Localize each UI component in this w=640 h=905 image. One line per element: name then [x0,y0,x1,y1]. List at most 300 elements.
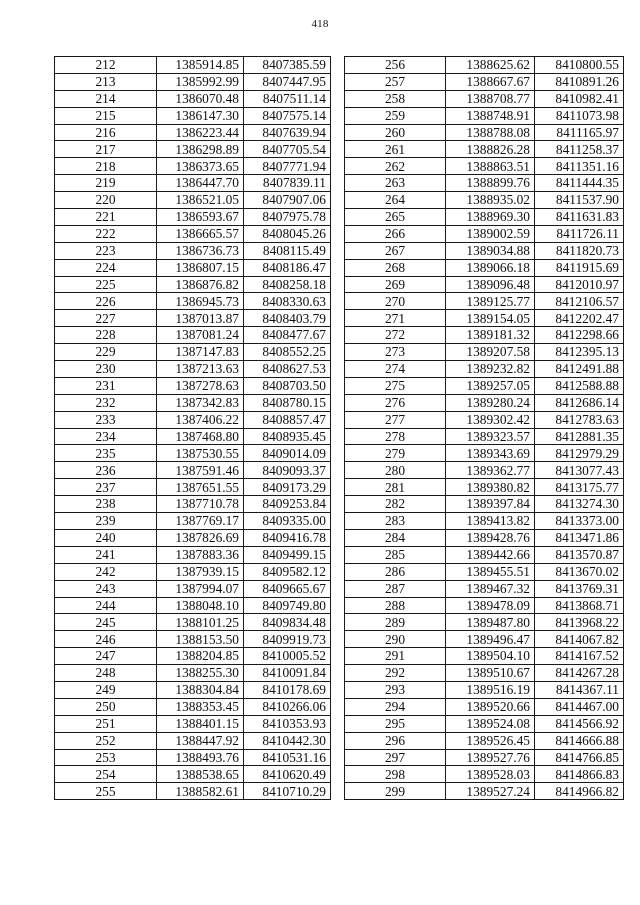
point-number-cell: 230 [55,361,157,378]
table-row [345,293,624,310]
x-coordinate-cell: 1387651.55 [157,479,244,496]
x-coordinate-cell: 1389323.57 [446,428,535,445]
point-number-cell: 215 [55,107,157,124]
point-number-cell: 248 [55,665,157,682]
table-row [55,563,331,580]
table-row [55,327,331,344]
point-number-cell: 264 [345,192,446,209]
point-number-cell: 237 [55,479,157,496]
y-coordinate-cell: 8407511.14 [244,90,331,107]
point-number-cell: 263 [345,175,446,192]
point-number-cell: 256 [345,57,446,74]
table-row [345,411,624,428]
x-coordinate-cell: 1387591.46 [157,462,244,479]
point-number-cell: 212 [55,57,157,74]
y-coordinate-cell: 8410531.16 [244,749,331,766]
x-coordinate-cell: 1387994.07 [157,580,244,597]
table-row [345,259,624,276]
x-coordinate-cell: 1388493.76 [157,749,244,766]
point-number-cell: 276 [345,394,446,411]
coordinate-table-left [54,56,331,800]
x-coordinate-cell: 1388969.30 [446,209,535,226]
table-row [345,766,624,783]
point-number-cell: 228 [55,327,157,344]
table-row [345,175,624,192]
point-number-cell: 244 [55,597,157,614]
y-coordinate-cell: 8409665.67 [244,580,331,597]
x-coordinate-cell: 1388625.62 [446,57,535,74]
point-number-cell: 271 [345,310,446,327]
point-number-cell: 270 [345,293,446,310]
y-coordinate-cell: 8413968.22 [535,614,624,631]
table-row [55,175,331,192]
table-row [55,732,331,749]
point-number-cell: 287 [345,580,446,597]
table-row [55,698,331,715]
point-number-cell: 238 [55,496,157,513]
y-coordinate-cell: 8410800.55 [535,57,624,74]
x-coordinate-cell: 1388826.28 [446,141,535,158]
y-coordinate-cell: 8408935.45 [244,428,331,445]
point-number-cell: 286 [345,563,446,580]
table-row [55,394,331,411]
table-row [345,597,624,614]
point-number-cell: 236 [55,462,157,479]
x-coordinate-cell: 1389280.24 [446,394,535,411]
x-coordinate-cell: 1386373.65 [157,158,244,175]
table-row [345,209,624,226]
y-coordinate-cell: 8410353.93 [244,715,331,732]
point-number-cell: 295 [345,715,446,732]
x-coordinate-cell: 1385914.85 [157,57,244,74]
x-coordinate-cell: 1388935.02 [446,192,535,209]
table-row [55,124,331,141]
point-number-cell: 284 [345,529,446,546]
x-coordinate-cell: 1385992.99 [157,73,244,90]
y-coordinate-cell: 8413471.86 [535,529,624,546]
point-number-cell: 261 [345,141,446,158]
x-coordinate-cell: 1386521.05 [157,192,244,209]
y-coordinate-cell: 8408477.67 [244,327,331,344]
x-coordinate-cell: 1387278.63 [157,377,244,394]
y-coordinate-cell: 8408258.18 [244,276,331,293]
x-coordinate-cell: 1388708.77 [446,90,535,107]
y-coordinate-cell: 8407839.11 [244,175,331,192]
x-coordinate-cell: 1388255.30 [157,665,244,682]
y-coordinate-cell: 8413373.00 [535,513,624,530]
y-coordinate-cell: 8408627.53 [244,361,331,378]
y-coordinate-cell: 8414267.28 [535,665,624,682]
table-row [55,648,331,665]
y-coordinate-cell: 8408115.49 [244,242,331,259]
point-number-cell: 252 [55,732,157,749]
x-coordinate-cell: 1387769.17 [157,513,244,530]
table-row [55,192,331,209]
table-row [345,57,624,74]
x-coordinate-cell: 1388153.50 [157,631,244,648]
x-coordinate-cell: 1389343.69 [446,445,535,462]
point-number-cell: 275 [345,377,446,394]
x-coordinate-cell: 1389442.66 [446,546,535,563]
y-coordinate-cell: 8412298.66 [535,327,624,344]
table-row [55,766,331,783]
table-row [55,209,331,226]
x-coordinate-cell: 1389526.45 [446,732,535,749]
table-row [345,90,624,107]
y-coordinate-cell: 8409919.73 [244,631,331,648]
x-coordinate-cell: 1388048.10 [157,597,244,614]
point-number-cell: 222 [55,225,157,242]
y-coordinate-cell: 8411258.37 [535,141,624,158]
x-coordinate-cell: 1389524.08 [446,715,535,732]
table-row [345,496,624,513]
table-row [55,225,331,242]
point-number-cell: 274 [345,361,446,378]
x-coordinate-cell: 1389413.82 [446,513,535,530]
x-coordinate-cell: 1388538.65 [157,766,244,783]
y-coordinate-cell: 8409093.37 [244,462,331,479]
table-row [345,631,624,648]
table-row [55,276,331,293]
table-row [55,496,331,513]
x-coordinate-cell: 1386876.82 [157,276,244,293]
y-coordinate-cell: 8412881.35 [535,428,624,445]
x-coordinate-cell: 1386147.30 [157,107,244,124]
point-number-cell: 216 [55,124,157,141]
table-row [345,310,624,327]
table-row [55,597,331,614]
x-coordinate-cell: 1388788.08 [446,124,535,141]
x-coordinate-cell: 1388353.45 [157,698,244,715]
x-coordinate-cell: 1389034.88 [446,242,535,259]
point-number-cell: 298 [345,766,446,783]
x-coordinate-cell: 1389504.10 [446,648,535,665]
y-coordinate-cell: 8414866.83 [535,766,624,783]
point-number-cell: 297 [345,749,446,766]
y-coordinate-cell: 8407771.94 [244,158,331,175]
x-coordinate-cell: 1387147.83 [157,344,244,361]
y-coordinate-cell: 8407975.78 [244,209,331,226]
x-coordinate-cell: 1389496.47 [446,631,535,648]
x-coordinate-cell: 1389527.76 [446,749,535,766]
x-coordinate-cell: 1388667.67 [446,73,535,90]
x-coordinate-cell: 1389397.84 [446,496,535,513]
x-coordinate-cell: 1388101.25 [157,614,244,631]
table-row [345,225,624,242]
table-row [55,580,331,597]
y-coordinate-cell: 8410005.52 [244,648,331,665]
y-coordinate-cell: 8412686.14 [535,394,624,411]
y-coordinate-cell: 8407639.94 [244,124,331,141]
table-row [345,428,624,445]
y-coordinate-cell: 8409416.78 [244,529,331,546]
point-number-cell: 266 [345,225,446,242]
y-coordinate-cell: 8414467.00 [535,698,624,715]
x-coordinate-cell: 1389528.03 [446,766,535,783]
table-row [345,192,624,209]
point-number-cell: 221 [55,209,157,226]
table-row [345,361,624,378]
x-coordinate-cell: 1389428.76 [446,529,535,546]
point-number-cell: 227 [55,310,157,327]
x-coordinate-cell: 1387939.15 [157,563,244,580]
table-row [345,276,624,293]
point-number-cell: 267 [345,242,446,259]
table-row [345,141,624,158]
x-coordinate-cell: 1386223.44 [157,124,244,141]
x-coordinate-cell: 1389181.32 [446,327,535,344]
table-row [345,783,624,800]
table-row [345,563,624,580]
table-row [345,648,624,665]
x-coordinate-cell: 1389380.82 [446,479,535,496]
y-coordinate-cell: 8412979.29 [535,445,624,462]
x-coordinate-cell: 1386447.70 [157,175,244,192]
x-coordinate-cell: 1389510.67 [446,665,535,682]
point-number-cell: 260 [345,124,446,141]
x-coordinate-cell: 1388863.51 [446,158,535,175]
y-coordinate-cell: 8412010.97 [535,276,624,293]
x-coordinate-cell: 1387530.55 [157,445,244,462]
y-coordinate-cell: 8413769.31 [535,580,624,597]
point-number-cell: 239 [55,513,157,530]
y-coordinate-cell: 8407705.54 [244,141,331,158]
table-row [345,327,624,344]
table-row [345,732,624,749]
x-coordinate-cell: 1389362.77 [446,462,535,479]
x-coordinate-cell: 1386945.73 [157,293,244,310]
point-number-cell: 258 [345,90,446,107]
y-coordinate-cell: 8411631.83 [535,209,624,226]
y-coordinate-cell: 8414067.82 [535,631,624,648]
x-coordinate-cell: 1386807.15 [157,259,244,276]
point-number-cell: 269 [345,276,446,293]
y-coordinate-cell: 8414966.82 [535,783,624,800]
point-number-cell: 294 [345,698,446,715]
x-coordinate-cell: 1388582.61 [157,783,244,800]
table-row [55,529,331,546]
point-number-cell: 214 [55,90,157,107]
table-row [55,411,331,428]
x-coordinate-cell: 1389096.48 [446,276,535,293]
table-row [345,681,624,698]
x-coordinate-cell: 1387826.69 [157,529,244,546]
point-number-cell: 283 [345,513,446,530]
point-number-cell: 233 [55,411,157,428]
y-coordinate-cell: 8411820.73 [535,242,624,259]
x-coordinate-cell: 1386593.67 [157,209,244,226]
table-row [345,242,624,259]
y-coordinate-cell: 8413274.30 [535,496,624,513]
point-number-cell: 290 [345,631,446,648]
y-coordinate-cell: 8409014.09 [244,445,331,462]
table-row [55,158,331,175]
table-row [345,445,624,462]
x-coordinate-cell: 1387468.80 [157,428,244,445]
table-row [55,783,331,800]
point-number-cell: 293 [345,681,446,698]
y-coordinate-cell: 8409253.84 [244,496,331,513]
point-number-cell: 265 [345,209,446,226]
x-coordinate-cell: 1387342.83 [157,394,244,411]
point-number-cell: 253 [55,749,157,766]
x-coordinate-cell: 1387710.78 [157,496,244,513]
y-coordinate-cell: 8413670.02 [535,563,624,580]
x-coordinate-cell: 1388401.15 [157,715,244,732]
table-row [55,428,331,445]
point-number-cell: 217 [55,141,157,158]
x-coordinate-cell: 1389467.32 [446,580,535,597]
table-row [55,107,331,124]
table-row [345,479,624,496]
y-coordinate-cell: 8407575.14 [244,107,331,124]
x-coordinate-cell: 1387406.22 [157,411,244,428]
coordinate-table-right [344,56,624,800]
x-coordinate-cell: 1386736.73 [157,242,244,259]
x-coordinate-cell: 1389455.51 [446,563,535,580]
point-number-cell: 268 [345,259,446,276]
table-row [55,141,331,158]
x-coordinate-cell: 1389478.09 [446,597,535,614]
y-coordinate-cell: 8412395.13 [535,344,624,361]
x-coordinate-cell: 1388304.84 [157,681,244,698]
y-coordinate-cell: 8414367.11 [535,681,624,698]
point-number-cell: 246 [55,631,157,648]
y-coordinate-cell: 8413868.71 [535,597,624,614]
y-coordinate-cell: 8409335.00 [244,513,331,530]
x-coordinate-cell: 1389232.82 [446,361,535,378]
table-row [345,377,624,394]
y-coordinate-cell: 8408552.25 [244,344,331,361]
table-row [345,513,624,530]
table-row [345,462,624,479]
point-number-cell: 234 [55,428,157,445]
point-number-cell: 219 [55,175,157,192]
x-coordinate-cell: 1389066.18 [446,259,535,276]
x-coordinate-cell: 1386070.48 [157,90,244,107]
x-coordinate-cell: 1387081.24 [157,327,244,344]
table-row [55,293,331,310]
x-coordinate-cell: 1389257.05 [446,377,535,394]
table-row [345,614,624,631]
point-number-cell: 254 [55,766,157,783]
table-row [55,462,331,479]
y-coordinate-cell: 8409582.12 [244,563,331,580]
x-coordinate-cell: 1387883.36 [157,546,244,563]
point-number-cell: 285 [345,546,446,563]
y-coordinate-cell: 8412588.88 [535,377,624,394]
y-coordinate-cell: 8408403.79 [244,310,331,327]
y-coordinate-cell: 8409499.15 [244,546,331,563]
table-row [55,681,331,698]
y-coordinate-cell: 8413077.43 [535,462,624,479]
y-coordinate-cell: 8408703.50 [244,377,331,394]
y-coordinate-cell: 8414167.52 [535,648,624,665]
y-coordinate-cell: 8409749.80 [244,597,331,614]
table-row [55,614,331,631]
point-number-cell: 272 [345,327,446,344]
y-coordinate-cell: 8408780.15 [244,394,331,411]
point-number-cell: 279 [345,445,446,462]
point-number-cell: 262 [345,158,446,175]
y-coordinate-cell: 8410620.49 [244,766,331,783]
table-row [345,344,624,361]
y-coordinate-cell: 8410710.29 [244,783,331,800]
table-row [345,158,624,175]
point-number-cell: 232 [55,394,157,411]
point-number-cell: 249 [55,681,157,698]
point-number-cell: 235 [55,445,157,462]
y-coordinate-cell: 8409173.29 [244,479,331,496]
point-number-cell: 278 [345,428,446,445]
point-number-cell: 245 [55,614,157,631]
x-coordinate-cell: 1389487.80 [446,614,535,631]
x-coordinate-cell: 1387213.63 [157,361,244,378]
point-number-cell: 231 [55,377,157,394]
table-row [55,445,331,462]
table-row [55,242,331,259]
table-row [345,715,624,732]
table-row [345,580,624,597]
y-coordinate-cell: 8410891.26 [535,73,624,90]
table-row [55,631,331,648]
x-coordinate-cell: 1389207.58 [446,344,535,361]
y-coordinate-cell: 8407385.59 [244,57,331,74]
point-number-cell: 280 [345,462,446,479]
y-coordinate-cell: 8411165.97 [535,124,624,141]
y-coordinate-cell: 8409834.48 [244,614,331,631]
table-row [55,749,331,766]
x-coordinate-cell: 1388748.91 [446,107,535,124]
y-coordinate-cell: 8410091.84 [244,665,331,682]
table-row [345,665,624,682]
x-coordinate-cell: 1389520.66 [446,698,535,715]
point-number-cell: 291 [345,648,446,665]
table-row [345,698,624,715]
table-row [55,73,331,90]
point-number-cell: 296 [345,732,446,749]
point-number-cell: 223 [55,242,157,259]
x-coordinate-cell: 1389527.24 [446,783,535,800]
point-number-cell: 225 [55,276,157,293]
y-coordinate-cell: 8412491.88 [535,361,624,378]
table-row [55,361,331,378]
y-coordinate-cell: 8414766.85 [535,749,624,766]
y-coordinate-cell: 8411351.16 [535,158,624,175]
y-coordinate-cell: 8411073.98 [535,107,624,124]
table-row [345,394,624,411]
point-number-cell: 257 [345,73,446,90]
y-coordinate-cell: 8411444.35 [535,175,624,192]
y-coordinate-cell: 8408186.47 [244,259,331,276]
table-row [55,57,331,74]
y-coordinate-cell: 8410178.69 [244,681,331,698]
point-number-cell: 224 [55,259,157,276]
x-coordinate-cell: 1388204.85 [157,648,244,665]
y-coordinate-cell: 8412106.57 [535,293,624,310]
table-row [55,513,331,530]
table-row [55,715,331,732]
point-number-cell: 288 [345,597,446,614]
point-number-cell: 242 [55,563,157,580]
table-row [55,377,331,394]
y-coordinate-cell: 8410442.30 [244,732,331,749]
x-coordinate-cell: 1388447.92 [157,732,244,749]
x-coordinate-cell: 1386665.57 [157,225,244,242]
x-coordinate-cell: 1389302.42 [446,411,535,428]
point-number-cell: 229 [55,344,157,361]
point-number-cell: 250 [55,698,157,715]
